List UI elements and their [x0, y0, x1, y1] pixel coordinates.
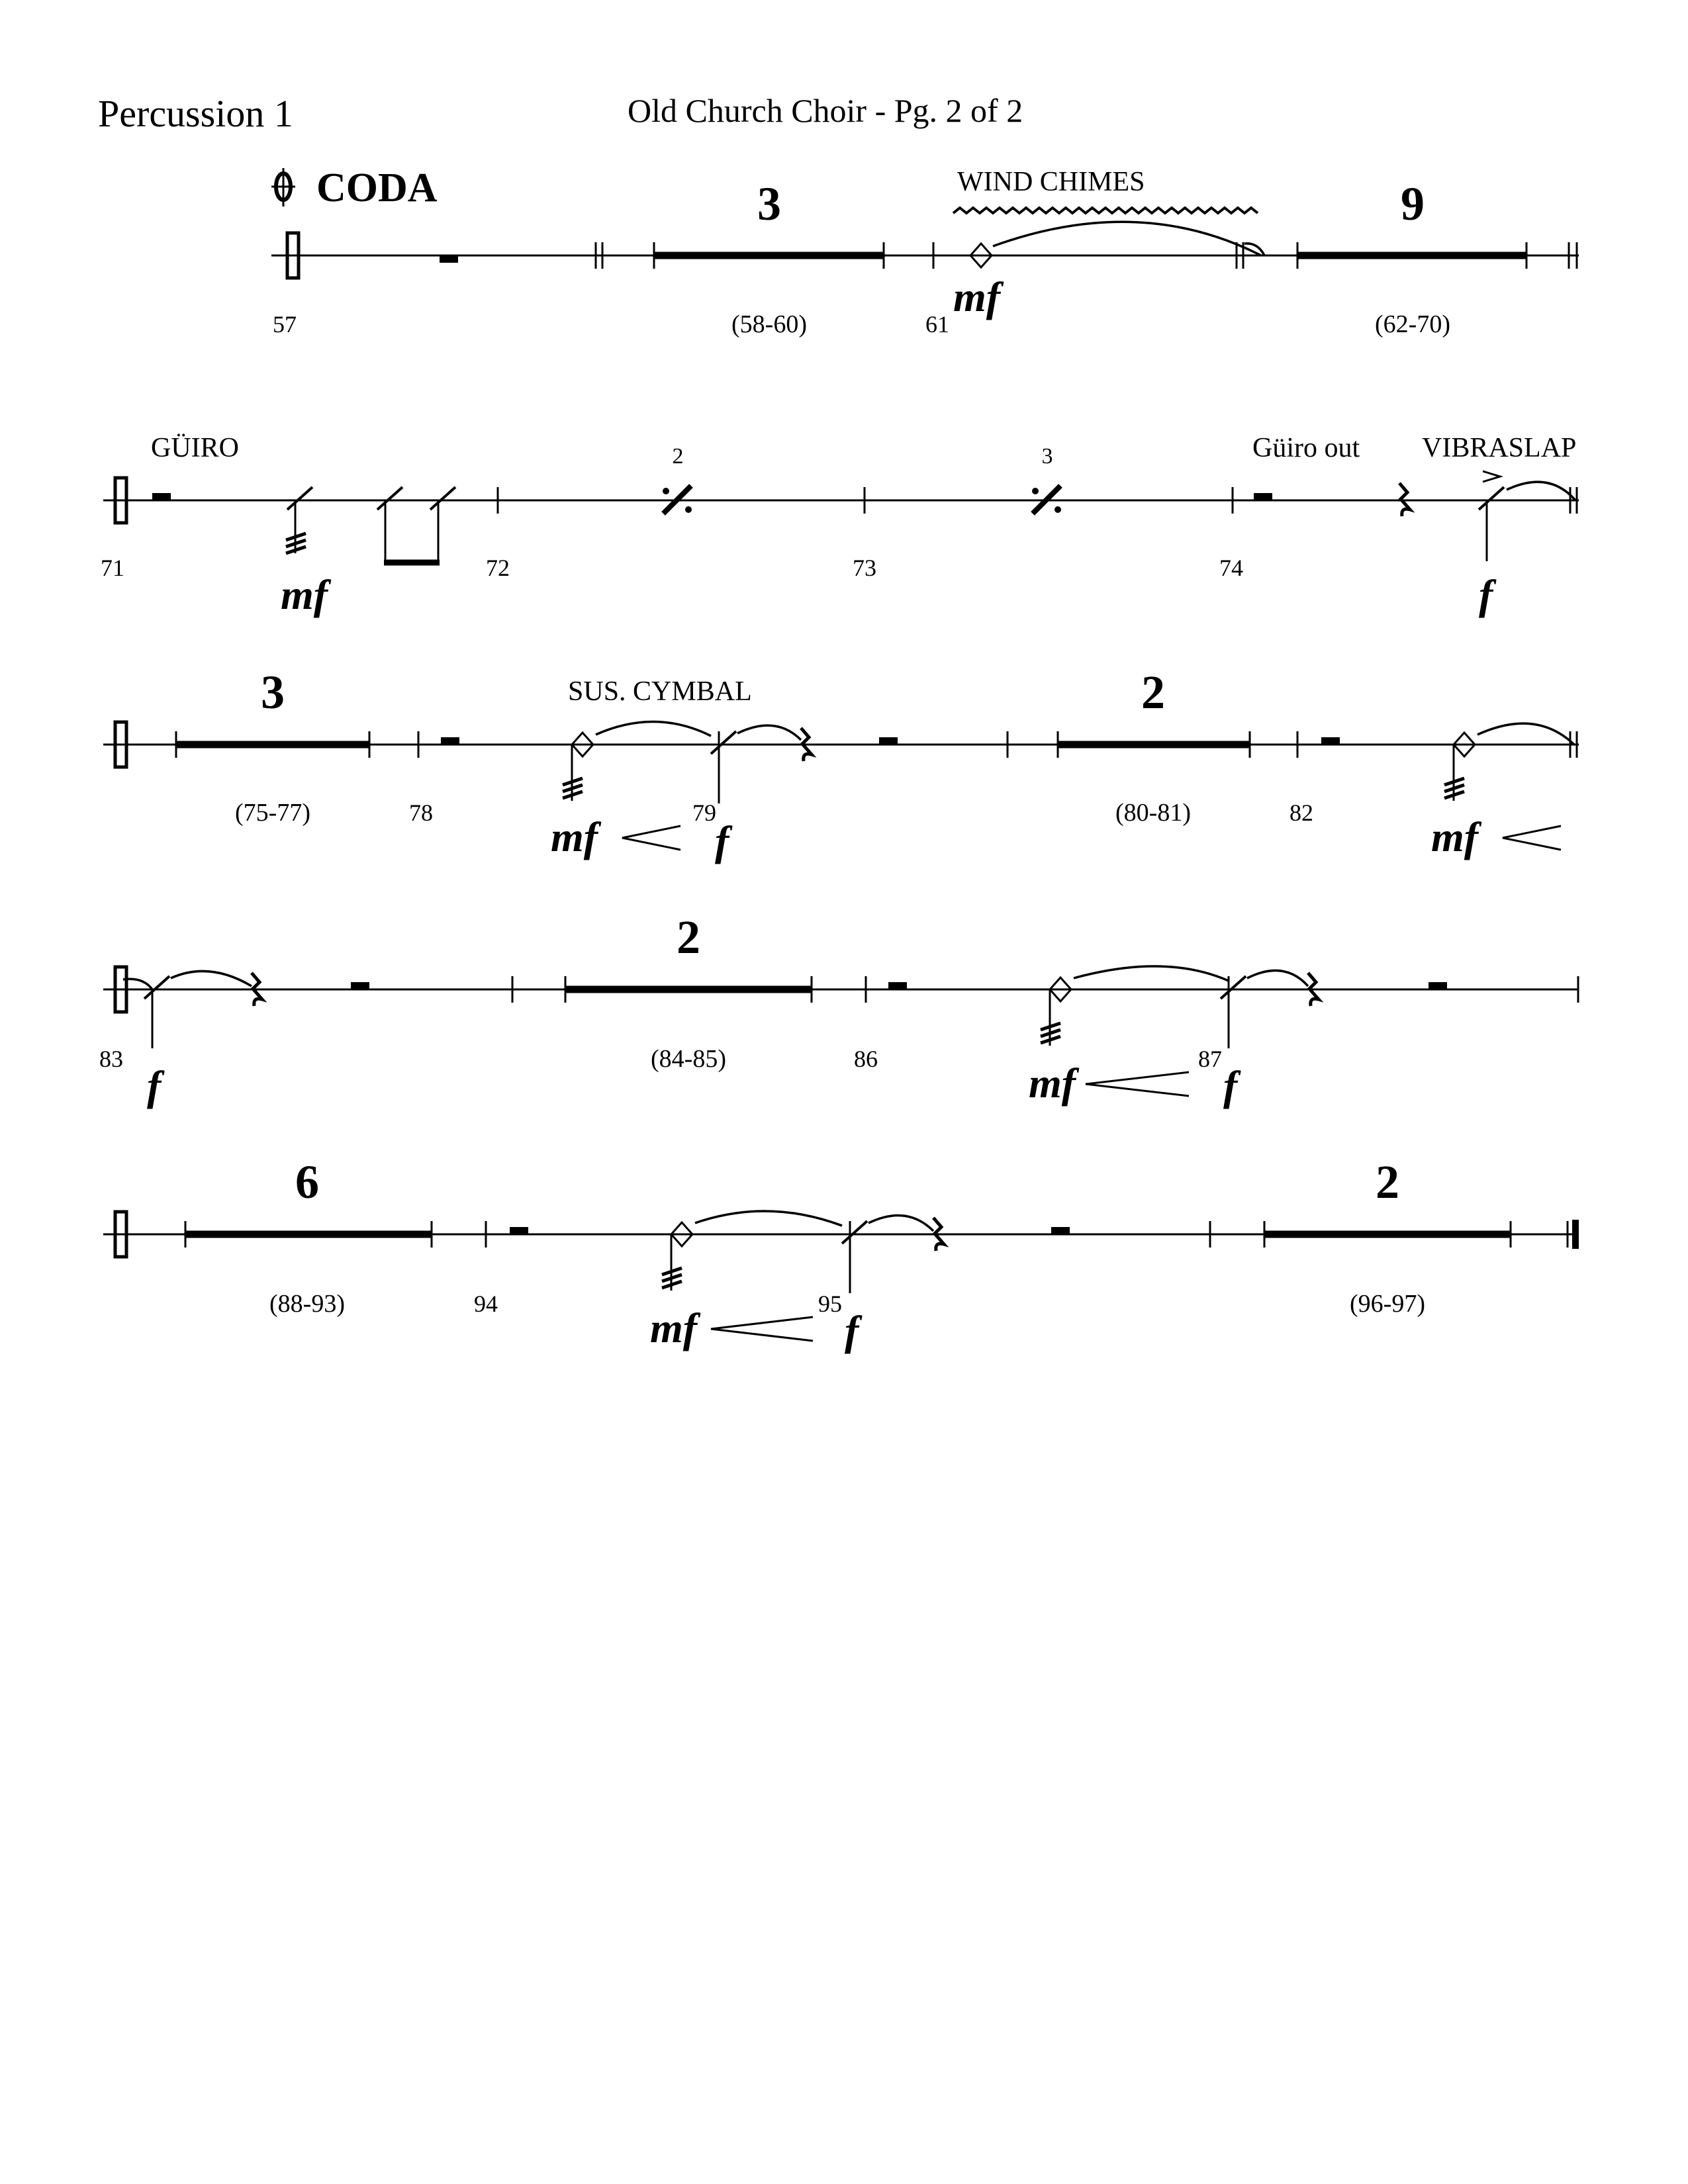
measure-number: 83: [99, 1046, 123, 1072]
dynamic-mf: mf: [281, 571, 328, 618]
dynamic-f: f: [1479, 571, 1493, 618]
measure-number: 73: [853, 555, 876, 581]
multirest-count: 3: [757, 177, 781, 230]
system-4: [99, 911, 1579, 1109]
whole-rest: [888, 982, 907, 989]
measure-number: 74: [1219, 555, 1243, 581]
instrument-label: GÜIRO: [151, 433, 239, 463]
dynamic-f: f: [845, 1307, 859, 1354]
tie: [868, 1215, 933, 1231]
measure-number: 72: [486, 555, 510, 581]
crescendo-hairpin: [1503, 826, 1561, 850]
coda-icon: [271, 168, 295, 206]
half-rest: [1321, 737, 1340, 745]
crescendo-hairpin: [1086, 1072, 1189, 1096]
whole-rest: [351, 982, 369, 989]
slash-notehead: [287, 487, 312, 510]
multirest-range: (62-70): [1375, 310, 1450, 338]
half-rest: [152, 493, 171, 500]
measure-number: 79: [692, 799, 716, 826]
multirest-count: 6: [295, 1156, 319, 1208]
dynamic-mf: mf: [551, 813, 598, 860]
measure-number: 57: [273, 311, 297, 338]
crescendo-hairpin: [622, 826, 680, 850]
multirest-count: 2: [1376, 1156, 1399, 1208]
multirest-range: (75-77): [235, 799, 310, 827]
multirest-count: 9: [1401, 177, 1425, 230]
whole-rest: [510, 1227, 528, 1234]
coda-label: CODA: [316, 165, 438, 210]
half-rest: [1254, 493, 1272, 500]
slash-notehead: [711, 731, 736, 754]
tie: [993, 222, 1261, 255]
dynamic-f: f: [715, 817, 729, 864]
measure-number: 87: [1198, 1046, 1222, 1072]
dynamic-mf: mf: [1431, 813, 1479, 860]
whole-rest: [440, 255, 458, 263]
tie: [1247, 970, 1308, 986]
slash-notehead: [1479, 487, 1504, 510]
system-3: [103, 666, 1579, 864]
tie: [695, 1211, 842, 1226]
tremolo-icon: [286, 533, 306, 553]
multirest-range: (80-81): [1115, 799, 1191, 827]
measure-number: 86: [854, 1046, 878, 1072]
slash-notehead: [144, 976, 169, 999]
page-title: Old Church Choir - Pg. 2 of 2: [628, 92, 1023, 129]
system-2: [101, 433, 1579, 618]
tremolo-icon: [1444, 778, 1464, 798]
measure-number: 61: [925, 311, 949, 338]
whole-rest: [441, 737, 459, 745]
tie: [1507, 482, 1575, 500]
instrument-label: WIND CHIMES: [957, 167, 1145, 197]
dynamic-f: f: [1223, 1062, 1238, 1109]
repeat-count: 3: [1041, 444, 1053, 469]
tie: [1477, 723, 1574, 745]
dynamic-mf: mf: [650, 1304, 698, 1351]
multirest-range: (58-60): [731, 310, 807, 338]
tremolo-icon: [563, 778, 583, 798]
dynamic-mf: mf: [1029, 1060, 1076, 1107]
tie: [596, 721, 711, 736]
multirest-count: 2: [1141, 666, 1165, 719]
measure-number: 94: [474, 1291, 498, 1317]
slash-notehead: [377, 487, 402, 510]
dynamic-f: f: [147, 1062, 162, 1109]
part-name: Percussion 1: [98, 92, 293, 135]
tremolo-icon: [662, 1268, 682, 1288]
measure-number: 78: [409, 799, 433, 826]
whole-rest: [1051, 1227, 1070, 1234]
whole-rest: [1429, 982, 1447, 989]
measure-number: 71: [101, 555, 124, 581]
accent-icon: [1483, 471, 1500, 482]
measure-number: 95: [818, 1291, 842, 1317]
tie: [171, 971, 252, 986]
multirest-count: 3: [261, 666, 285, 719]
tremolo-icon: [1041, 1023, 1060, 1043]
trill-wavy-line: [953, 208, 1258, 213]
slash-notehead: [842, 1221, 867, 1244]
multirest-range: (88-93): [269, 1290, 345, 1318]
instrument-label: VIBRASLAP: [1422, 433, 1577, 463]
crescendo-hairpin: [711, 1317, 813, 1341]
tie: [737, 725, 801, 740]
system-5: [103, 1156, 1579, 1354]
repeat-count: 2: [672, 444, 684, 469]
dynamic-mf: mf: [953, 273, 1001, 320]
tie: [1074, 966, 1229, 981]
measure-number: 82: [1289, 799, 1313, 826]
multirest-range: (96-97): [1350, 1290, 1425, 1318]
system-1: [271, 165, 1579, 338]
instrument-label: Güiro out: [1252, 433, 1360, 463]
whole-rest: [879, 737, 898, 745]
multirest-range: (84-85): [651, 1045, 726, 1073]
slash-notehead: [430, 487, 455, 510]
instrument-label: SUS. CYMBAL: [568, 676, 752, 707]
multirest-count: 2: [677, 911, 700, 964]
